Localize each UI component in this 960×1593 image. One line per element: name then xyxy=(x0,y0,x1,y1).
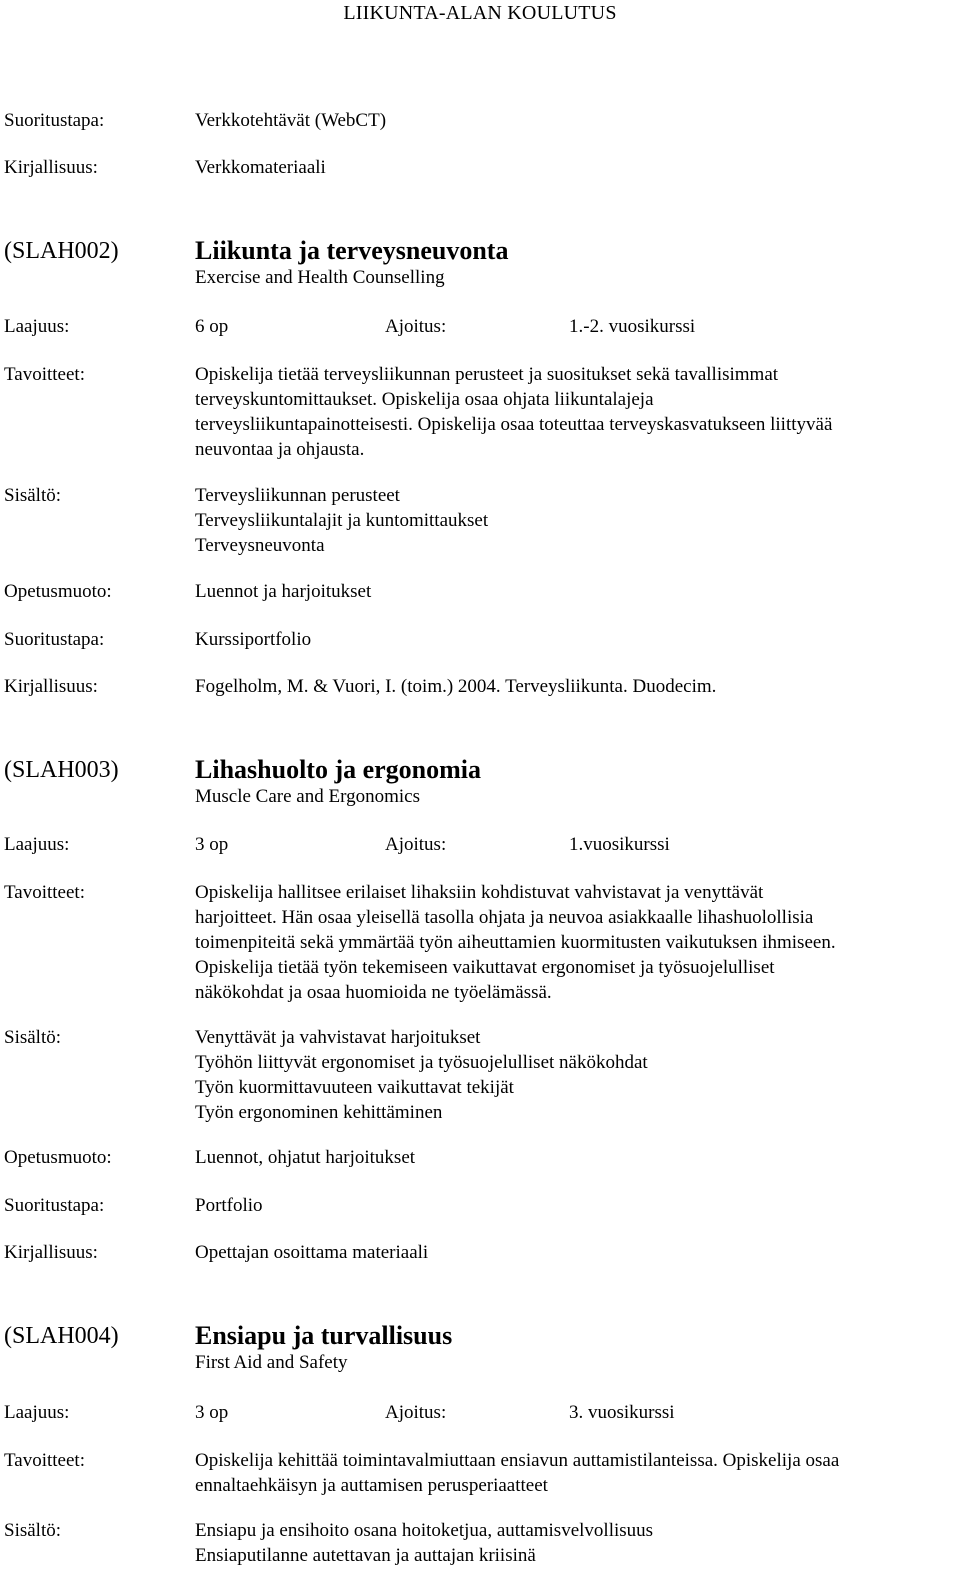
list-item: Ensiapu ja ensihoito osana hoitoketjua, auttamisvelvollisuus xyxy=(195,1520,654,1541)
sisalto-label: Sisältö: xyxy=(4,1027,62,1048)
list-item: Terveysliikuntalajit ja kuntomittaukset xyxy=(195,510,489,531)
ajoitus-label: Ajoitus: xyxy=(385,1402,447,1423)
tavoitteet-text xyxy=(195,880,955,1005)
ajoitus-value: 3. vuosikurssi xyxy=(569,1402,675,1423)
ajoitus-label: Ajoitus: xyxy=(385,834,447,855)
kirjallisuus-value: Verkkomateriaali xyxy=(195,157,326,178)
text-line: Opiskelija hallitsee erilaiset lihaksiin kohdistuvat vahvistavat ja venyttävät xyxy=(195,882,764,903)
text-line: ennaltaehkäisyn ja auttamisen perusperiaatteet xyxy=(195,1475,548,1496)
kirjallisuus-value: Fogelholm, M. & Vuori, I. (toim.) 2004. Terveysliikunta. Duodecim. xyxy=(195,676,717,697)
kirjallisuus-label: Kirjallisuus: xyxy=(4,157,98,178)
course-code: (SLAH004) xyxy=(4,1323,119,1349)
course-subtitle: First Aid and Safety xyxy=(195,1352,348,1373)
sisalto-list xyxy=(195,1025,955,1125)
text-line: neuvontaa ja ohjausta. xyxy=(195,439,365,460)
text-line: Opiskelija kehittää toimintavalmiuttaan ensiavun auttamistilanteissa. Opiskelija osaa xyxy=(195,1450,840,1471)
laajuus-value: 3 op xyxy=(195,834,229,855)
tavoitteet-label: Tavoitteet: xyxy=(4,364,85,385)
suoritustapa-value: Portfolio xyxy=(195,1195,263,1216)
text-line: Opiskelija tietää työn tekemiseen vaikuttavat ergonomiset ja työsuojelulliset xyxy=(195,957,775,978)
suoritustapa-label: Suoritustapa: xyxy=(4,110,105,131)
course-heading xyxy=(4,236,956,296)
course-subtitle: Muscle Care and Ergonomics xyxy=(195,786,420,807)
text-line: terveysliikuntapainotteisesti. Opiskelija osaa toteuttaa terveyskasvatukseen liittyvää xyxy=(195,414,833,435)
list-item: Työn kuormittavuuteen vaikuttavat tekijät xyxy=(195,1077,514,1098)
text-line: Opiskelija tietää terveysliikunnan perusteet ja suositukset sekä tavallisimmat xyxy=(195,364,779,385)
tavoitteet-label: Tavoitteet: xyxy=(4,1450,85,1471)
sisalto-list xyxy=(195,483,955,558)
list-item: Työhön liittyvät ergonomiset ja työsuojelulliset näkökohdat xyxy=(195,1052,648,1073)
text-line: terveyskuntomittaukset. Opiskelija osaa ohjata liikuntalajeja xyxy=(195,389,654,410)
course-title: Ensiapu ja turvallisuus xyxy=(195,1321,453,1350)
course-title: Liikunta ja terveysneuvonta xyxy=(195,236,509,265)
list-item: Venyttävät ja vahvistavat harjoitukset xyxy=(195,1027,481,1048)
kirjallisuus-value: Opettajan osoittama materiaali xyxy=(195,1242,429,1263)
list-item: Terveysneuvonta xyxy=(195,535,325,556)
course-title: Lihashuolto ja ergonomia xyxy=(195,755,482,784)
text-line: harjoitteet. Hän osaa yleisellä tasolla ohjata ja neuvoa asiakkaalle lihashuolollisia xyxy=(195,907,814,928)
laajuus-label: Laajuus: xyxy=(4,834,70,855)
laajuus-label: Laajuus: xyxy=(4,316,70,337)
laajuus-value: 6 op xyxy=(195,316,229,337)
list-item: Työn ergonominen kehittäminen xyxy=(195,1102,443,1123)
course-subtitle: Exercise and Health Counselling xyxy=(195,267,445,288)
ajoitus-value: 1.-2. vuosikurssi xyxy=(569,316,696,337)
course-code: (SLAH002) xyxy=(4,238,119,264)
tavoitteet-label: Tavoitteet: xyxy=(4,882,85,903)
opetusmuoto-label: Opetusmuoto: xyxy=(4,581,112,602)
sisalto-list xyxy=(195,1518,955,1568)
ajoitus-label: Ajoitus: xyxy=(385,316,447,337)
tavoitteet-text xyxy=(195,1448,955,1498)
ajoitus-value: 1.vuosikurssi xyxy=(569,834,670,855)
tavoitteet-text xyxy=(195,362,955,462)
laajuus-value: 3 op xyxy=(195,1402,229,1423)
opetusmuoto-value: Luennot ja harjoitukset xyxy=(195,581,372,602)
suoritustapa-value: Kurssiportfolio xyxy=(195,629,312,650)
list-item: Terveysliikunnan perusteet xyxy=(195,485,400,506)
text-line: näkökohdat ja osaa huomioida ne työelämässä. xyxy=(195,982,552,1003)
opetusmuoto-value: Luennot, ohjatut harjoitukset xyxy=(195,1147,416,1168)
sisalto-label: Sisältö: xyxy=(4,1520,62,1541)
suoritustapa-label: Suoritustapa: xyxy=(4,629,105,650)
kirjallisuus-label: Kirjallisuus: xyxy=(4,676,98,697)
suoritustapa-value: Verkkotehtävät (WebCT) xyxy=(195,110,387,131)
kirjallisuus-label: Kirjallisuus: xyxy=(4,1242,98,1263)
sisalto-label: Sisältö: xyxy=(4,485,62,506)
suoritustapa-label: Suoritustapa: xyxy=(4,1195,105,1216)
page-header: LIIKUNTA-ALAN KOULUTUS xyxy=(343,2,617,24)
list-item: Ensiaputilanne autettavan ja auttajan kriisinä xyxy=(195,1545,536,1566)
text-line: toimenpiteitä sekä ymmärtää työn aiheuttamien kuormitusten vaikutuksen ihmiseen. xyxy=(195,932,836,953)
course-code: (SLAH003) xyxy=(4,757,119,783)
course-heading xyxy=(4,755,956,815)
laajuus-label: Laajuus: xyxy=(4,1402,70,1423)
course-heading xyxy=(4,1321,956,1381)
opetusmuoto-label: Opetusmuoto: xyxy=(4,1147,112,1168)
